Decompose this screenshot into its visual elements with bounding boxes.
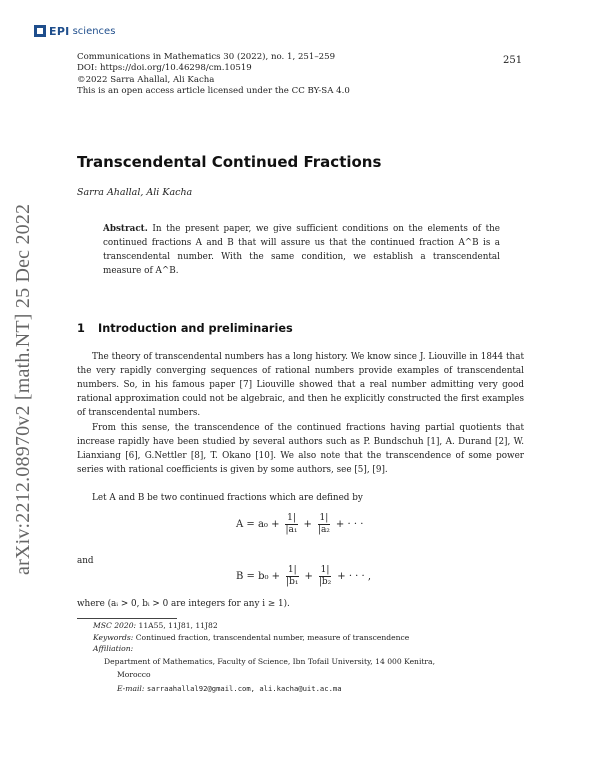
eq-b-fraction-1 <box>284 565 300 588</box>
msc-label: MSC 2020: <box>93 621 137 630</box>
eq-b-num-1: 1| <box>287 565 297 575</box>
affiliation-label-text: Affiliation: <box>93 644 134 653</box>
eq-a-den-2: |a₂ <box>317 525 330 535</box>
arxiv-sidebar-stamp: arXiv:2212.08970v2 [math.NT] 25 Dec 2022 <box>12 203 34 575</box>
affiliation-line-2: Morocco <box>117 670 151 679</box>
logo-brand-light: sciences <box>72 25 116 37</box>
journal-header <box>77 52 350 97</box>
license-line: This is an open access article licensed under the CC BY-SA 4.0 <box>77 85 350 96</box>
paper-title: Transcendental Continued Fractions <box>77 153 382 171</box>
eq-b-plus: + <box>304 571 313 582</box>
intro-paragraph-2: From this sense, the transcendence of the continued fractions having partial quotients that increase rapidly have been studied by several authors such as P. Bundschuh [1], A. Durand [2], W. Lianxiang [6], G.Nettler [8], T. Okano [10]. We also note that the transcendence of some power series with rational coefficients is given by some authors, see [5], [9]. <box>77 423 524 475</box>
intro-paragraph-1: The theory of transcendental numbers has a long history. We know since J. Liouville in 1844 that the very rapidly converging sequences of rational numbers provide examples of transcendental numbers. So, in his famous paper [7] Liouville showed that a real number admitting very good rational approximation could not be algebraic, and then he explicitly constructed the first examples of transcendental numbers. <box>77 352 524 418</box>
affiliation-line-1: Department of Mathematics, Faculty of Science, Ibn Tofail University, 14 000 Kenitra, <box>104 657 436 666</box>
equation-a <box>236 513 363 536</box>
eq-a-fraction-2 <box>316 513 332 536</box>
msc-value: 11A55, 11J81, 11J82 <box>138 621 218 630</box>
eq-a-tail: + · · · <box>335 519 364 530</box>
keywords-value: Continued fraction, transcendental number, measure of transcendence <box>135 633 410 642</box>
publisher-logo <box>34 24 115 38</box>
and-word: and <box>77 556 94 566</box>
eq-a-fraction-1 <box>284 513 300 536</box>
eq-a-plus: + <box>303 519 312 530</box>
eq-a-num-2: 1| <box>319 513 329 523</box>
logo-icon <box>34 25 46 37</box>
eq-b-num-2: 1| <box>320 565 330 575</box>
email-value[interactable]: sarraahallal92@gmail.com, ali.kacha@uit.ac.ma <box>146 684 342 693</box>
footnote-rule <box>77 618 177 619</box>
eq-b-den-2: |b₂ <box>318 577 332 587</box>
intro-paragraph-3: Let A and B be two continued fractions which are defined by <box>92 493 363 503</box>
where-line: where (aᵢ > 0, bᵢ > 0 are integers for any i ≥ 1). <box>77 599 290 609</box>
email-label: E-mail: <box>117 684 145 693</box>
eq-b-lhs: B = b₀ + <box>236 571 281 582</box>
abstract-label: Abstract. <box>103 224 148 234</box>
keywords-footnote <box>93 632 409 643</box>
eq-b-fraction-2 <box>317 565 333 588</box>
paper-authors: Sarra Ahallal, Ali Kacha <box>77 187 193 198</box>
eq-b-tail: + · · · , <box>337 571 372 582</box>
keywords-label: Keywords: <box>93 633 134 642</box>
section-title: Introduction and preliminaries <box>98 322 293 335</box>
copyright-line: ©2022 Sarra Ahallal, Ali Kacha <box>77 74 215 85</box>
journal-line: Communications in Mathematics 30 (2022), no. 1, 251–259 <box>77 52 336 62</box>
email-footnote <box>117 683 342 694</box>
page-number: 251 <box>503 55 523 66</box>
doi-line[interactable]: DOI: https://doi.org/10.46298/cm.10519 <box>77 63 252 74</box>
eq-a-num-1: 1| <box>287 513 296 523</box>
section-number: 1 <box>77 322 85 335</box>
equation-b <box>236 565 371 588</box>
eq-b-den-1: |b₁ <box>286 577 299 587</box>
section-heading <box>77 322 293 335</box>
abstract-text: In the present paper, we give sufficient conditions on the elements of the continued fractions A and B that will assure us that the continued fraction A^B is a transcendental number. With the same condition, we establish a transcendental measure of A^B. <box>103 224 500 276</box>
affiliation-label <box>93 643 133 654</box>
msc-footnote <box>93 620 218 631</box>
abstract <box>103 222 500 278</box>
logo-brand-bold: EPI <box>49 24 70 38</box>
eq-a-lhs: A = a₀ + <box>236 519 280 530</box>
eq-a-den-1: |a₁ <box>285 525 298 535</box>
